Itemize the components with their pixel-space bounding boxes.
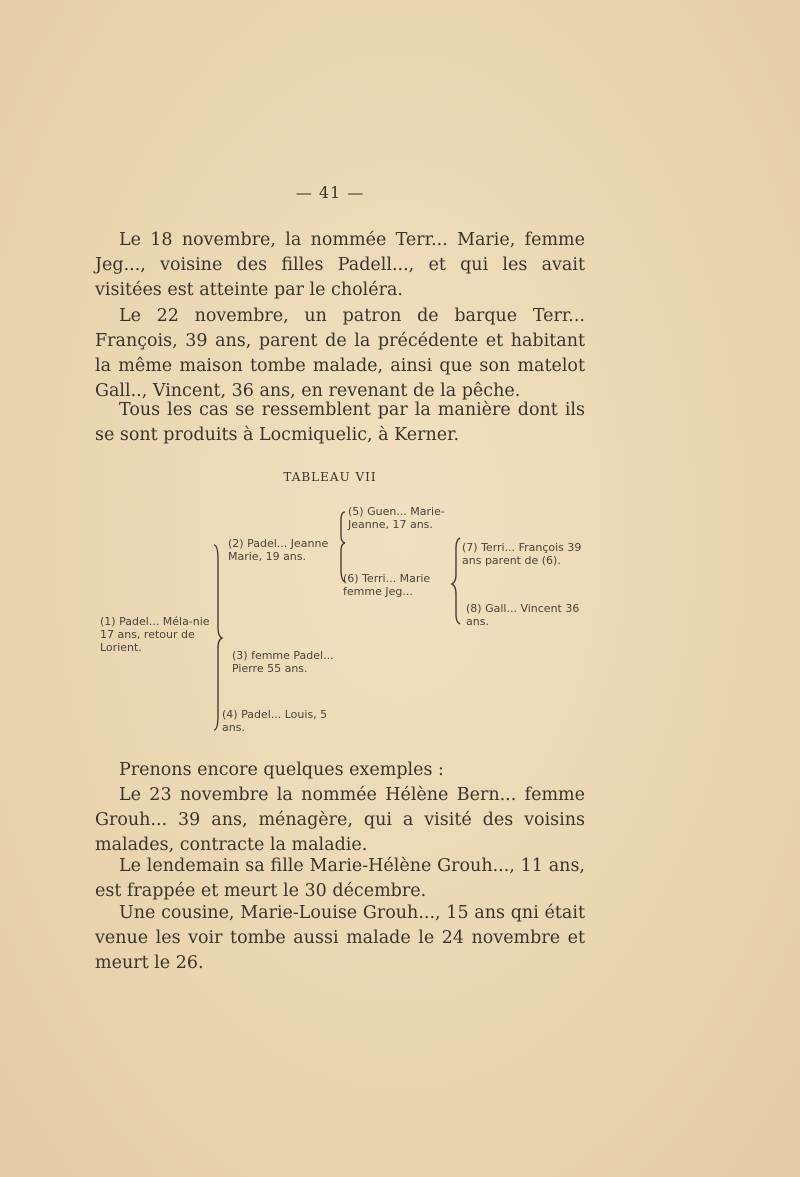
entry-7: (7) Terri... François 39 ans parent de (6). [462,541,582,567]
entry-3: (3) femme Padel... Pierre 55 ans. [232,649,334,675]
paragraph-5: Le 23 novembre la nommée Hélène Bern... femme Grouh... 39 ans, ménagère, qui a visité des voisins malades, contracte la maladie. [95,785,585,855]
brace-1 [214,545,222,730]
paragraph-7: Une cousine, Marie-Louise Grouh..., 15 ans qni était venue les voir tombe aussi malade le 24 novembre et meurt le 26. [95,903,585,973]
page-number: — 41 — [295,183,365,202]
paragraph-1: Le 18 novembre, la nommée Terr... Marie, femme Jeg..., voisine des filles Padell..., et qui les avait visitées est atteinte par le choléra. [95,230,585,300]
entry-2: (2) Padel... Jeanne Marie, 19 ans. [228,537,329,563]
entry-8: (8) Gall... Vincent 36 ans. [466,602,580,628]
entry-5: (5) Guen... Marie-Jeanne, 17 ans. [348,505,445,531]
paragraph-2: Le 22 novembre, un patron de barque Terr... François, 39 ans, parent de la précédente et habitant la même maison tombe malade, ainsi que son matelot Gall.., Vincent, 36 ans, en revenant de la pêche. [95,306,585,401]
entry-4: (4) Padel... Louis, 5 ans. [222,708,328,734]
entry-6: (6) Terri... Marie femme Jeg... [343,572,431,598]
entry-1: (1) Padel... Méla-nie 17 ans, retour de Lorient. [100,615,210,654]
tableau-title: TABLEAU VII [283,470,377,484]
paragraph-3: Tous les cas se ressemblent par la manière dont ils se sont produits à Locmiquelic, à Kerner. [95,400,585,445]
paragraph-6: Le lendemain sa fille Marie-Hélène Grouh..., 11 ans, est frappée et meurt le 30 décembre. [95,856,585,901]
paragraph-4: Prenons encore quelques exemples : [119,760,444,780]
